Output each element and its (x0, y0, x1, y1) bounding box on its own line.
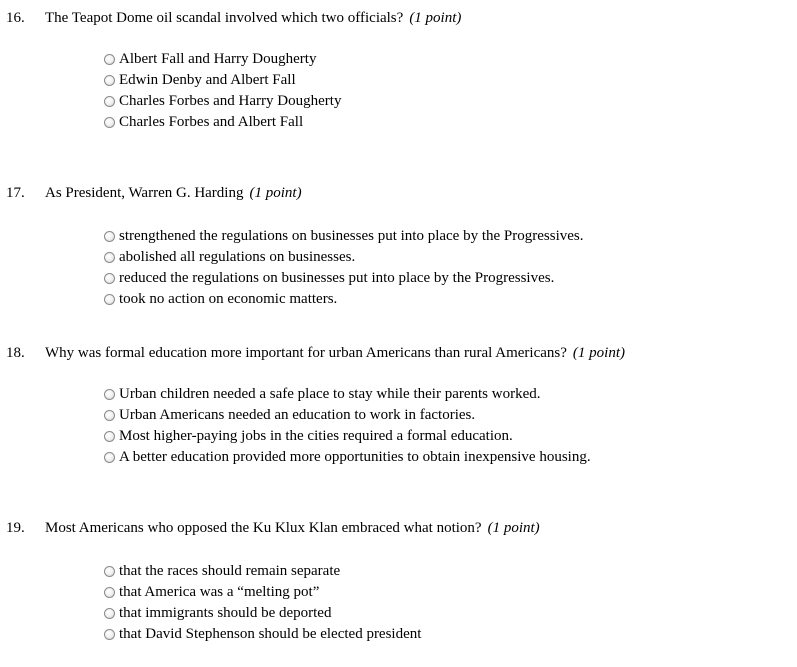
question-number: 16. (6, 10, 25, 26)
answer-label[interactable]: A better education provided more opportunities to obtain inexpensive housing. (119, 449, 591, 465)
answer-option[interactable] (104, 70, 341, 91)
answer-label[interactable]: Most higher-paying jobs in the cities required a formal education. (119, 428, 513, 444)
question-points: (1 point) (409, 10, 462, 26)
question-text: Why was formal education more important for urban Americans than rural Americans? (45, 345, 567, 361)
radio-button[interactable] (104, 410, 115, 421)
answer-label[interactable]: Charles Forbes and Harry Dougherty (119, 93, 342, 109)
question-header (6, 519, 540, 537)
answer-option[interactable] (104, 384, 591, 405)
answer-option[interactable] (104, 582, 421, 603)
question-points: (1 point) (249, 185, 302, 201)
radio-button[interactable] (104, 54, 115, 65)
radio-button[interactable] (104, 431, 115, 442)
radio-button[interactable] (104, 389, 115, 400)
answer-label[interactable]: that the races should remain separate (119, 563, 341, 579)
answer-label[interactable]: reduced the regulations on businesses put into place by the Progressives. (119, 270, 555, 286)
answer-label[interactable]: Albert Fall and Harry Dougherty (119, 51, 317, 67)
answer-label[interactable]: Urban children needed a safe place to stay while their parents worked. (119, 386, 541, 402)
answer-option[interactable] (104, 91, 341, 112)
question-header (6, 344, 625, 362)
radio-button[interactable] (104, 231, 115, 242)
question-text: As President, Warren G. Harding (45, 185, 244, 201)
answer-label[interactable]: Edwin Denby and Albert Fall (119, 72, 296, 88)
answer-option[interactable] (104, 268, 584, 289)
radio-button[interactable] (104, 117, 115, 128)
question-points: (1 point) (572, 345, 625, 361)
answer-label[interactable]: took no action on economic matters. (119, 291, 338, 307)
answer-option[interactable] (104, 561, 421, 582)
radio-button[interactable] (104, 75, 115, 86)
radio-button[interactable] (104, 629, 115, 640)
question-text: Most Americans who opposed the Ku Klux Klan embraced what notion? (45, 520, 482, 536)
answer-label[interactable]: strengthened the regulations on businesses put into place by the Progressives. (119, 228, 584, 244)
question-number: 18. (6, 345, 25, 361)
answer-label[interactable]: that America was a “melting pot” (119, 584, 320, 600)
radio-button[interactable] (104, 587, 115, 598)
answer-options (104, 561, 421, 645)
question-number: 19. (6, 520, 25, 536)
answer-options (104, 384, 591, 468)
answer-options (104, 226, 584, 310)
radio-button[interactable] (104, 608, 115, 619)
answer-option[interactable] (104, 289, 584, 310)
question-header (6, 184, 302, 202)
answer-option[interactable] (104, 603, 421, 624)
radio-button[interactable] (104, 273, 115, 284)
answer-label[interactable]: that immigrants should be deported (119, 605, 332, 621)
radio-button[interactable] (104, 452, 115, 463)
answer-option[interactable] (104, 624, 421, 645)
answer-option[interactable] (104, 426, 591, 447)
answer-option[interactable] (104, 247, 584, 268)
answer-option[interactable] (104, 226, 584, 247)
radio-button[interactable] (104, 252, 115, 263)
answer-option[interactable] (104, 405, 591, 426)
answer-option[interactable] (104, 447, 591, 468)
radio-button[interactable] (104, 294, 115, 305)
answer-options (104, 49, 341, 133)
question-text: The Teapot Dome oil scandal involved which two officials? (45, 10, 404, 26)
question-header (6, 9, 461, 27)
question-number: 17. (6, 185, 25, 201)
radio-button[interactable] (104, 96, 115, 107)
answer-label[interactable]: Charles Forbes and Albert Fall (119, 114, 304, 130)
answer-label[interactable]: Urban Americans needed an education to work in factories. (119, 407, 476, 423)
answer-option[interactable] (104, 49, 341, 70)
answer-option[interactable] (104, 112, 341, 133)
question-points: (1 point) (487, 520, 540, 536)
radio-button[interactable] (104, 566, 115, 577)
answer-label[interactable]: that David Stephenson should be elected president (119, 626, 422, 642)
answer-label[interactable]: abolished all regulations on businesses. (119, 249, 356, 265)
